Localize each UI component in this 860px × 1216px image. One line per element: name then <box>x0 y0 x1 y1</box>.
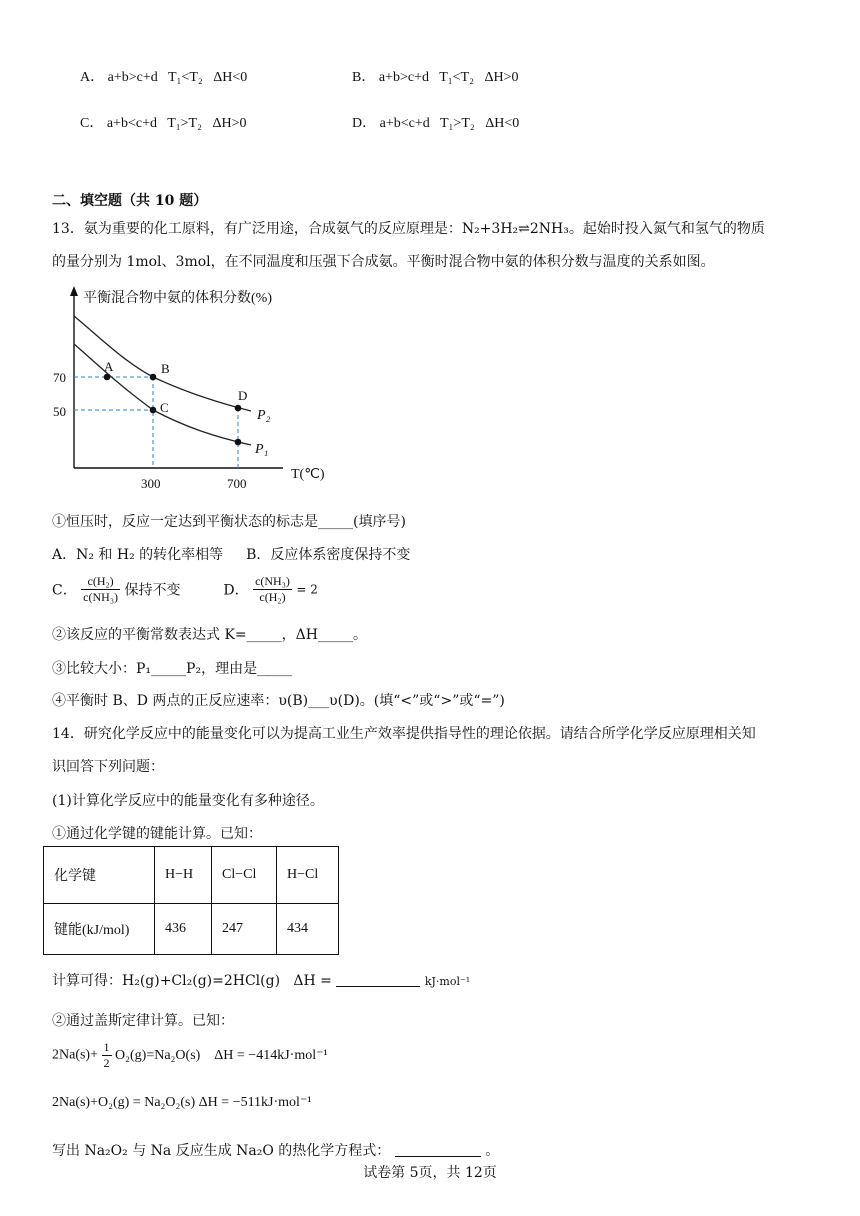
q14-eq1-right: O₂(g)=Na₂O(s) ΔH = −414kJ·mol⁻¹ <box>115 1048 328 1063</box>
q13-sub4: ④平衡时 B、D 两点的正反应速率：υ(B)___υ(D)。(填“<”或“>”或“=”) <box>52 693 505 709</box>
q14-eq1 <box>52 1040 328 1071</box>
q13-opts-cd <box>52 574 318 605</box>
table-cell: 434 <box>277 904 339 955</box>
q14-write <box>52 1140 499 1160</box>
q13-sub3: ③比较大小：P₁_____P₂，理由是_____ <box>52 661 293 677</box>
point-b <box>150 374 157 381</box>
q13-opt-d-num: c(NH₃) <box>255 574 290 588</box>
option-d-letter: D． <box>352 116 377 131</box>
q13-opt-b: B．反应体系密度保持不变 <box>246 547 411 563</box>
option-a-letter: A． <box>80 70 105 85</box>
option-b-letter: B． <box>352 70 376 85</box>
q13-opt-d-tail: = 2 <box>296 582 318 597</box>
q14-sub1: ①通过化学键的键能计算。已知： <box>52 826 262 842</box>
label-p2: P₂ <box>257 408 271 423</box>
label-b: B <box>161 361 170 376</box>
table-header-cell: Cl−Cl <box>212 847 277 904</box>
q14-sub2: ②通过盖斯定律计算。已知： <box>52 1013 234 1029</box>
q14-calc-unit: kJ·mol⁻¹ <box>424 975 471 988</box>
label-c: C <box>160 400 169 415</box>
q14-eq1-left: 2Na(s)+ <box>52 1047 98 1063</box>
q14-calc-text: 计算可得：H₂(g)+Cl₂(g)=2HCl(g) ΔH = <box>52 973 332 989</box>
option-c-letter: C． <box>80 116 104 131</box>
label-p1: P₁ <box>255 442 269 457</box>
q13-opts-ab <box>52 544 410 564</box>
q13-opt-a: A．N₂ 和 H₂ 的转化率相等 <box>52 547 224 563</box>
x-tick-700: 700 <box>227 476 247 491</box>
option-d-text: a+b<c+d T₁>T₂ ΔH<0 <box>379 116 520 131</box>
label-a: A <box>104 359 114 374</box>
q14-eq1-fraction <box>102 1040 112 1071</box>
q13-opt-d-fraction <box>253 574 292 605</box>
y-axis-arrow <box>70 286 78 296</box>
option-b-text: a+b>c+d T₁<T₂ ΔH>0 <box>378 70 519 85</box>
q13-opt-c-den: c(NH₃) <box>83 590 119 604</box>
q14-eq2: 2Na(s)+O₂(g) = Na₂O₂(s) ΔH = −511kJ·mol⁻¹ <box>52 1095 312 1110</box>
table-cell: 436 <box>155 904 212 955</box>
option-c <box>80 112 246 132</box>
point-c <box>150 407 157 414</box>
option-a <box>80 66 247 86</box>
bond-energy-table <box>43 846 339 955</box>
curve-p1 <box>74 344 251 445</box>
q14-write-text: 写出 Na₂O₂ 与 Na 反应生成 Na₂O 的热化学方程式： <box>52 1143 391 1159</box>
q14-calc-blank[interactable] <box>336 972 420 987</box>
table-header-cell: 化学键 <box>44 847 155 904</box>
table-header-row <box>44 847 339 904</box>
point-d <box>235 405 242 412</box>
q14-calc <box>52 970 470 990</box>
q14-line1: 14．研究化学反应中的能量变化可以为提高工业生产效率提供指导性的理论依据。请结合所学化学反应原理相关知 <box>52 726 756 742</box>
q14-write-end: 。 <box>485 1143 500 1159</box>
q13-sub1: ①恒压时，反应一定达到平衡状态的标志是_____(填序号) <box>52 514 406 530</box>
page-footer: 试卷第 5页，共 12页 <box>363 1165 497 1181</box>
option-c-text: a+b<c+d T₁>T₂ ΔH>0 <box>106 116 247 131</box>
ammonia-chart <box>45 282 345 492</box>
q13-opt-c-num: c(H₂) <box>81 574 120 590</box>
point-p1-700 <box>235 439 242 446</box>
x-axis-label: T(℃) <box>291 467 325 482</box>
q14-eq1-den: 2 <box>103 1056 110 1070</box>
y-tick-50: 50 <box>53 404 66 419</box>
option-b <box>352 66 518 86</box>
table-header-cell: H−Cl <box>277 847 339 904</box>
q13-sub2: ②该反应的平衡常数表达式 K=_____，ΔH_____。 <box>52 627 367 643</box>
q13-opt-c-fraction <box>81 574 120 605</box>
y-tick-70: 70 <box>53 370 66 385</box>
q13-line1: 13．氨为重要的化工原料，有广泛用途，合成氨气的反应原理是：N₂+3H₂⇌2NH₃。起始时投入氮气和氢气的物质 <box>52 221 765 237</box>
q14-eq1-num: 1 <box>103 1040 110 1054</box>
option-a-text: a+b>c+d T₁<T₂ ΔH<0 <box>107 70 248 85</box>
q13-opt-d-letter: D． <box>223 582 249 599</box>
table-row <box>44 904 339 955</box>
q14-write-blank[interactable] <box>395 1142 481 1157</box>
section-title: 二、填空题（共 10 题） <box>52 193 208 209</box>
table-cell: 247 <box>212 904 277 955</box>
q13-line2: 的量分别为 1mol、3mol，在不同温度和压强下合成氨。平衡时混合物中氨的体积分数与温度的关系如图。 <box>52 254 715 270</box>
chart-title: 平衡混合物中氨的体积分数(%) <box>83 291 272 306</box>
q14-line2: 识回答下列问题： <box>52 759 164 775</box>
q13-opt-c-letter: C． <box>52 582 77 599</box>
table-header-cell: H−H <box>155 847 212 904</box>
q13-opt-c-tail: 保持不变 <box>124 582 181 599</box>
q14-part1: (1)计算化学反应中的能量变化有多种途径。 <box>52 793 324 809</box>
point-a <box>104 374 111 381</box>
label-d: D <box>238 388 248 403</box>
table-cell: 键能(kJ/mol) <box>44 904 155 955</box>
x-tick-300: 300 <box>141 476 161 491</box>
option-d <box>352 112 519 132</box>
q13-opt-d-den: c(H₂) <box>259 590 286 604</box>
